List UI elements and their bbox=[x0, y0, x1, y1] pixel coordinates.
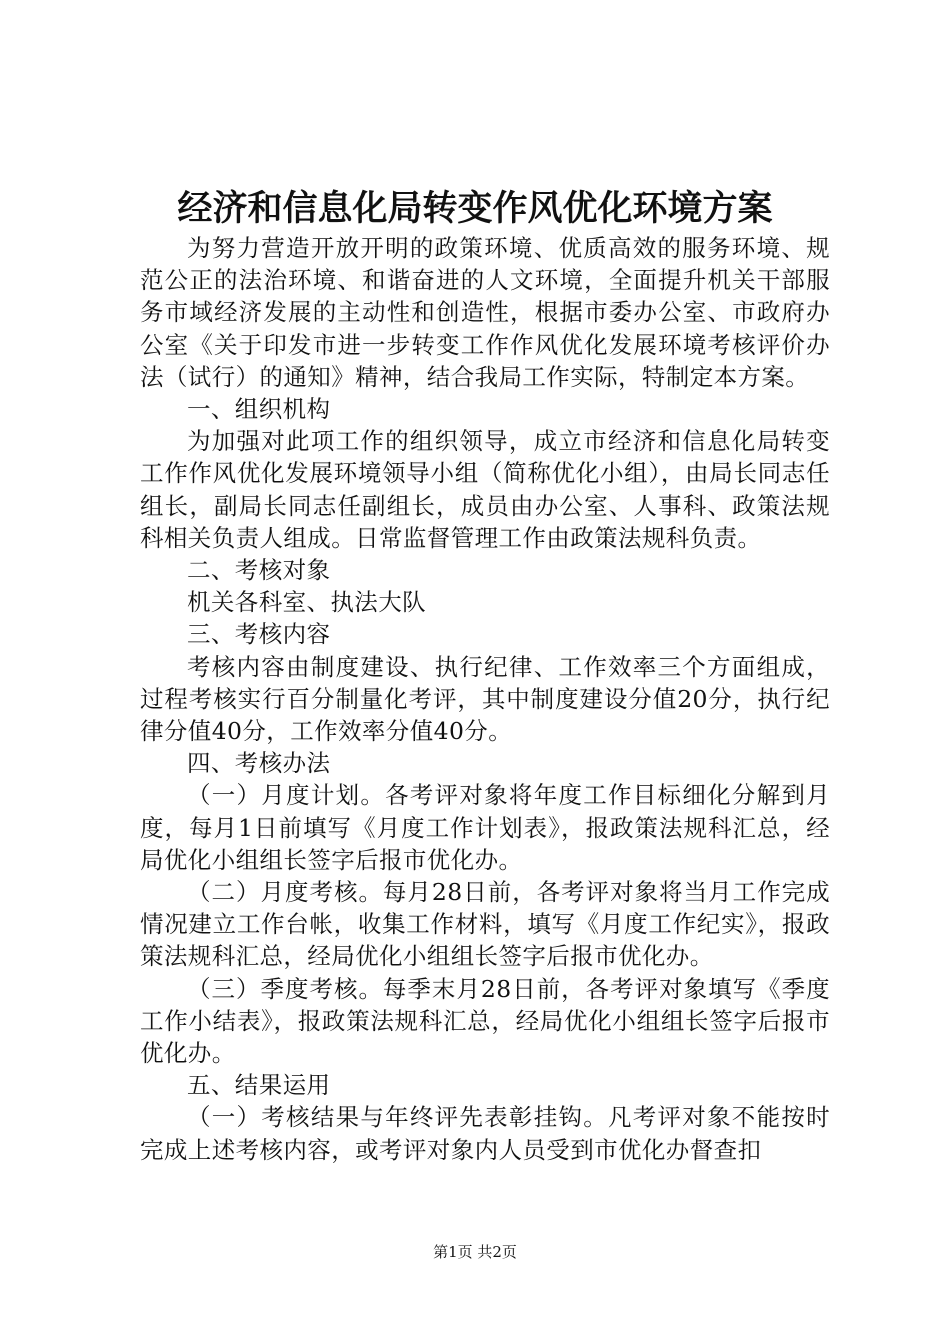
paragraph-quarterly-review: （三）季度考核。每季末月28日前，各考评对象填写《季度工作小结表》，报政策法规科汇总，经局优化小组组长签字后报市优化办。 bbox=[140, 974, 830, 1068]
section-heading-results: 五、结果运用 bbox=[187, 1071, 331, 1100]
section-heading-content: 三、考核内容 bbox=[187, 620, 331, 649]
section-heading-organization: 一、组织机构 bbox=[187, 395, 331, 424]
paragraph-results-1: （一）考核结果与年终评先表彰挂钩。凡考评对象不能按时完成上述考核内容，或考评对象内人员受到市优化办督查扣 bbox=[140, 1103, 830, 1164]
paragraph-monthly-review: （二）月度考核。每月28日前，各考评对象将当月工作完成情况建立工作台帐，收集工作材料，填写《月度工作纪实》，报政策法规科汇总，经局优化小组组长签字后报市优化办。 bbox=[140, 878, 830, 971]
section-heading-targets: 二、考核对象 bbox=[187, 556, 331, 585]
paragraph-monthly-plan: （一）月度计划。各考评对象将年度工作目标细化分解到月度，每月1日前填写《月度工作计划表》，报政策法规科汇总，经局优化小组组长签字后报市优化办。 bbox=[140, 781, 830, 874]
paragraph-content: 考核内容由制度建设、执行纪律、工作效率三个方面组成，过程考核实行百分制量化考评，其中制度建设分值20分，执行纪律分值40分，工作效率分值40分。 bbox=[140, 652, 830, 746]
document-title: 经济和信息化局转变作风优化环境方案 bbox=[177, 189, 773, 229]
paragraph-organization: 为加强对此项工作的组织领导，成立市经济和信息化局转变工作作风优化发展环境领导小组（简称优化小组），由局长同志任组长，副局长同志任副组长，成员由办公室、人事科、政策法规科相关负责人组成。日常监督管理工作由政策法规科负责。 bbox=[140, 427, 830, 552]
page-footer: 第1页 共2页 bbox=[433, 1243, 517, 1261]
section-heading-methods: 四、考核办法 bbox=[187, 749, 331, 778]
paragraph-intro: 为努力营造开放开明的政策环境、优质高效的服务环境、规范公正的法治环境、和谐奋进的人文环境，全面提升机关干部服务市域经济发展的主动性和创造性，根据市委办公室、市政府办公室《关于印发市进一步转变工作作风优化发展环境考核评价办法（试行）的通知》精神，结合我局工作实际，特制定本方案。 bbox=[140, 234, 830, 391]
paragraph-targets: 机关各科室、执法大队 bbox=[187, 588, 426, 617]
document-body bbox=[140, 232, 830, 1166]
